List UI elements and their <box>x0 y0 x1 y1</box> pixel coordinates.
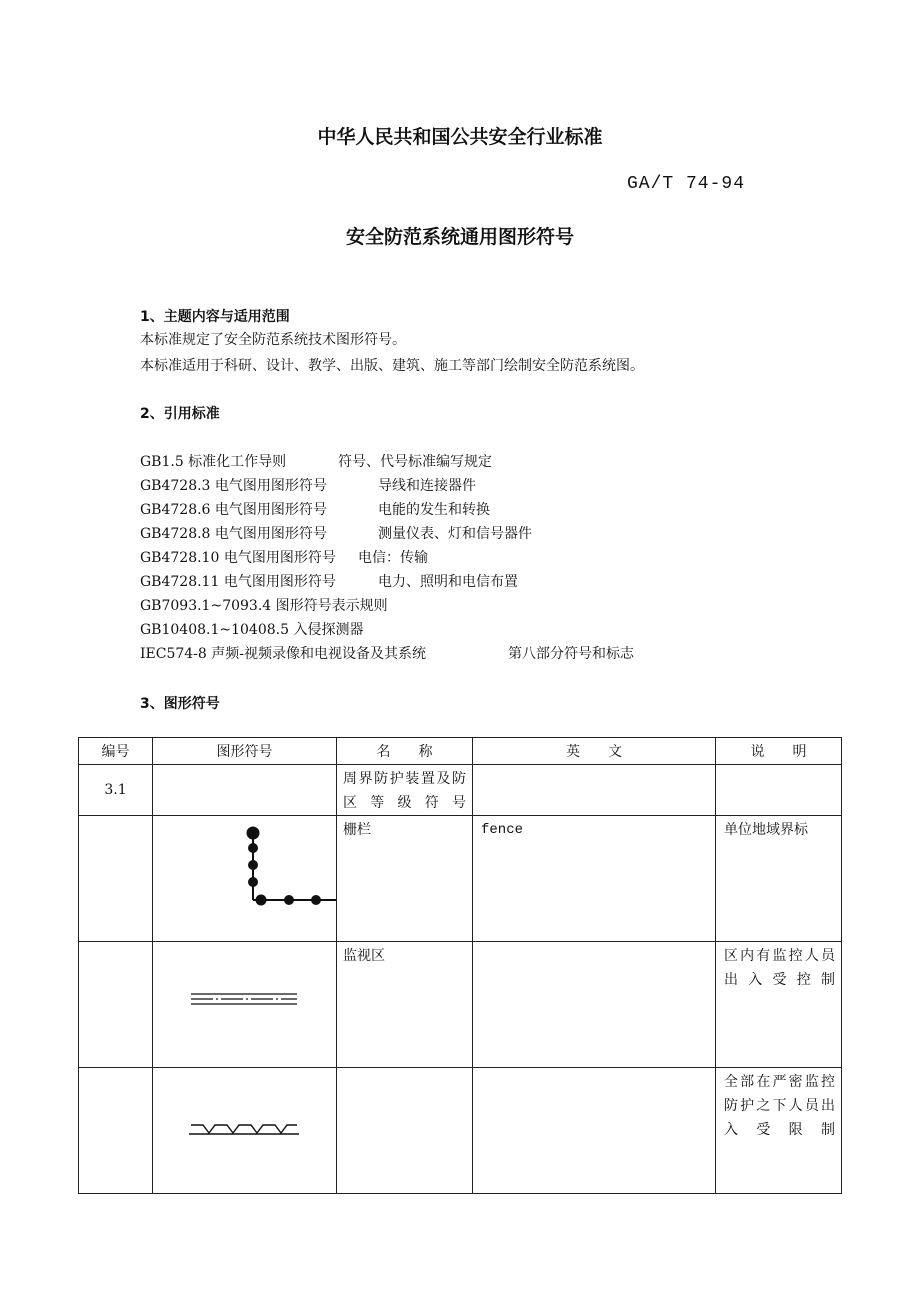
row-note: 区内有监控人员出入受控制 <box>716 942 842 1068</box>
reference-code: GB7093.1~7093.4 图形符号表示规则 <box>140 598 388 614</box>
row-english <box>473 765 716 816</box>
doc-title: 安全防范系统通用图形符号 <box>345 226 574 248</box>
reference-code: GB4728.6 电气图用图形符号 <box>140 502 327 518</box>
reference-item <box>140 642 634 666</box>
row-note <box>716 765 842 816</box>
reference-item <box>140 498 490 522</box>
row-note: 全部在严密监控防护之下人员出入受限制 <box>716 1068 842 1194</box>
table-header-row <box>79 738 842 765</box>
header-number: 编号 <box>79 738 153 765</box>
table-row <box>79 816 842 942</box>
symbol-table <box>78 737 842 1194</box>
row-name <box>337 1068 473 1194</box>
row-name: 监视区 <box>337 942 473 1068</box>
reference-code: GB4728.3 电气图用图形符号 <box>140 478 327 494</box>
standard-code: GA/T 74-94 <box>627 174 746 194</box>
monitored-zone-symbol-icon <box>153 942 336 1063</box>
reference-desc: 符号、代号标准编写规定 <box>338 454 492 470</box>
reference-item <box>140 594 388 618</box>
reference-desc: 测量仪表、灯和信号器件 <box>378 526 532 542</box>
reference-code: GB4728.10 电气图用图形符号 <box>140 550 336 566</box>
reference-desc: 电信：传输 <box>358 550 428 566</box>
section-1-heading: 1、主题内容与适用范围 <box>140 309 290 325</box>
row-symbol <box>153 765 337 816</box>
section-3-heading: 3、图形符号 <box>140 696 220 712</box>
section-1-line: 本标准适用于科研、设计、教学、出版、建筑、施工等部门绘制安全防范系统图。 <box>140 358 644 374</box>
reference-desc: 电力、照明和电信布置 <box>378 574 518 590</box>
header-name: 名 称 <box>337 738 473 765</box>
row-number <box>79 942 153 1068</box>
row-number <box>79 1068 153 1194</box>
reference-desc: 第八部分符号和标志 <box>508 646 634 662</box>
table-row <box>79 942 842 1068</box>
row-number: 3.1 <box>79 765 153 816</box>
row-english: fence <box>473 816 716 942</box>
header-symbol: 图形符号 <box>153 738 337 765</box>
restricted-zone-symbol-icon <box>153 1068 336 1189</box>
row-symbol <box>153 816 337 942</box>
reference-item <box>140 570 518 594</box>
reference-item <box>140 618 363 642</box>
reference-desc: 电能的发生和转换 <box>378 502 490 518</box>
reference-item <box>140 522 532 546</box>
section-1-line: 本标准规定了安全防范系统技术图形符号。 <box>140 332 406 348</box>
table-row <box>79 1068 842 1194</box>
header-note: 说 明 <box>716 738 842 765</box>
org-title: 中华人民共和国公共安全行业标准 <box>317 126 603 148</box>
reference-code: GB1.5 标准化工作导则 <box>140 454 287 470</box>
reference-desc: 导线和连接器件 <box>378 478 476 494</box>
reference-item <box>140 546 428 570</box>
header-english: 英 文 <box>473 738 716 765</box>
row-symbol <box>153 942 337 1068</box>
row-note: 单位地域界标 <box>716 816 842 942</box>
row-number <box>79 816 153 942</box>
reference-code: GB4728.11 电气图用图形符号 <box>140 574 336 590</box>
section-2-heading: 2、引用标准 <box>140 406 220 422</box>
reference-code: GB10408.1~10408.5 入侵探测器 <box>140 622 364 638</box>
table-row <box>79 765 842 816</box>
row-english <box>473 1068 716 1194</box>
reference-item <box>140 474 476 498</box>
reference-code: GB4728.8 电气图用图形符号 <box>140 526 327 542</box>
row-name: 周界防护装置及防区等级符号 <box>337 765 473 816</box>
reference-item <box>140 450 492 474</box>
row-name: 栅栏 <box>337 816 473 942</box>
row-english <box>473 942 716 1068</box>
fence-symbol-icon <box>153 816 336 937</box>
reference-code: IEC574-8 声频-视频录像和电视设备及其系统 <box>140 646 427 662</box>
row-symbol <box>153 1068 337 1194</box>
